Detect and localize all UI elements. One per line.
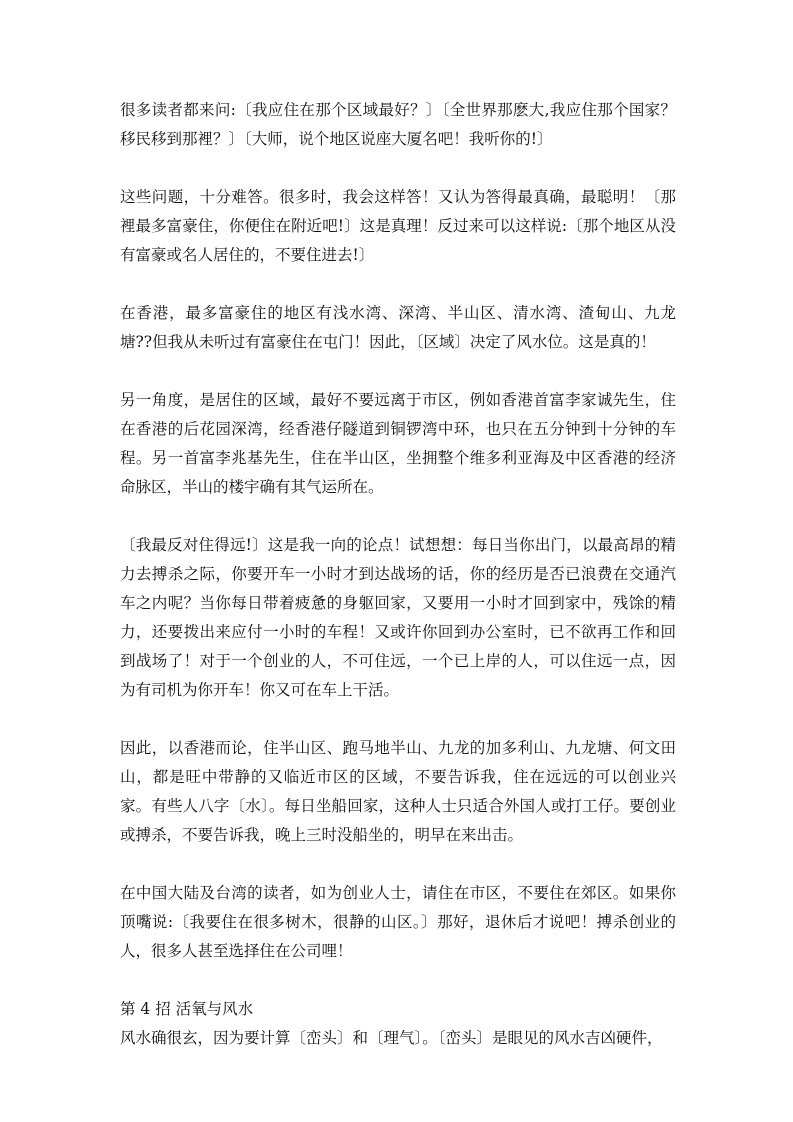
paragraph-5: 〔我最反对住得远!〕这是我一向的论点！试想想：每日当你出门，以最高昂的精力去搏杀之际，你要开车一小时才到达战场的话，你的经历是否已浪费在交通汽车之内呢？当你每日带着疲惫的身躯回家，又要用一小时才回到家中，残馀的精力，还要拨出来应付一小时的车程！又或许你回到办公室时，已不欲再工作和回到战场了！对于一个创业的人，不可住远，一个已上岸的人，可以住远一点，因为有司机为你开车！你又可在车上干活。 xyxy=(120,536,676,699)
section-heading: 第 4 招 活氧与风水 xyxy=(120,1000,254,1018)
paragraph-2: 这些问题，十分难答。很多时，我会这样答！又认为答得最真确，最聪明！〔那裡最多富豪住，你便住在附近吧!〕这是真理！反过来可以这样说:〔那个地区从没有富豪或名人居住的，不要住进去!〕 xyxy=(120,188,676,264)
document-page xyxy=(120,96,676,1053)
paragraph-6: 因此，以香港而论，住半山区、跑马地半山、九龙的加多利山、九龙塘、何文田山，都是旺中带静的又临近市区的区域，不要告诉我，住在远远的可以创业兴家。有些人八字〔水〕。每日坐船回家，这种人士只适合外国人或打工仔。要创业或搏杀，不要告诉我，晚上三时没船坐的，明早在来出击。 xyxy=(120,739,676,844)
paragraph-7: 在中国大陆及台湾的读者，如为创业人士，请住在市区，不要住在郊区。如果你顶嘴说:〔我要住在很多树木，很静的山区。〕那好，退休后才说吧！搏杀创业的人，很多人甚至选择住在公司哩！ xyxy=(120,884,676,960)
paragraph-3: 在香港，最多富豪住的地区有浅水湾、深湾、半山区、清水湾、渣甸山、九龙塘??但我从未听过有富豪住在屯门！因此，〔区域〕决定了风水位。这是真的！ xyxy=(120,304,676,351)
section-first-line: 风水确很玄，因为要计算〔峦头〕和〔理气〕。〔峦头〕是眼见的风水吉凶硬件， xyxy=(120,1029,663,1047)
paragraph-1: 很多读者都来问:〔我应住在那个区域最好？〕〔全世界那麽大,我应住那个国家？移民移到那裡？〕〔大师，说个地区说座大厦名吧！我听你的!〕 xyxy=(120,101,676,148)
paragraph-4: 另一角度，是居住的区域，最好不要远离于市区，例如香港首富李家诚先生，住在香港的后花园深湾，经香港仔隧道到铜锣湾中环，也只在五分钟到十分钟的车程。另一首富李兆基先生，住在半山区，坐拥整个维多利亚海及中区香港的经济命脉区，半山的楼宇确有其气运所在。 xyxy=(120,391,676,496)
